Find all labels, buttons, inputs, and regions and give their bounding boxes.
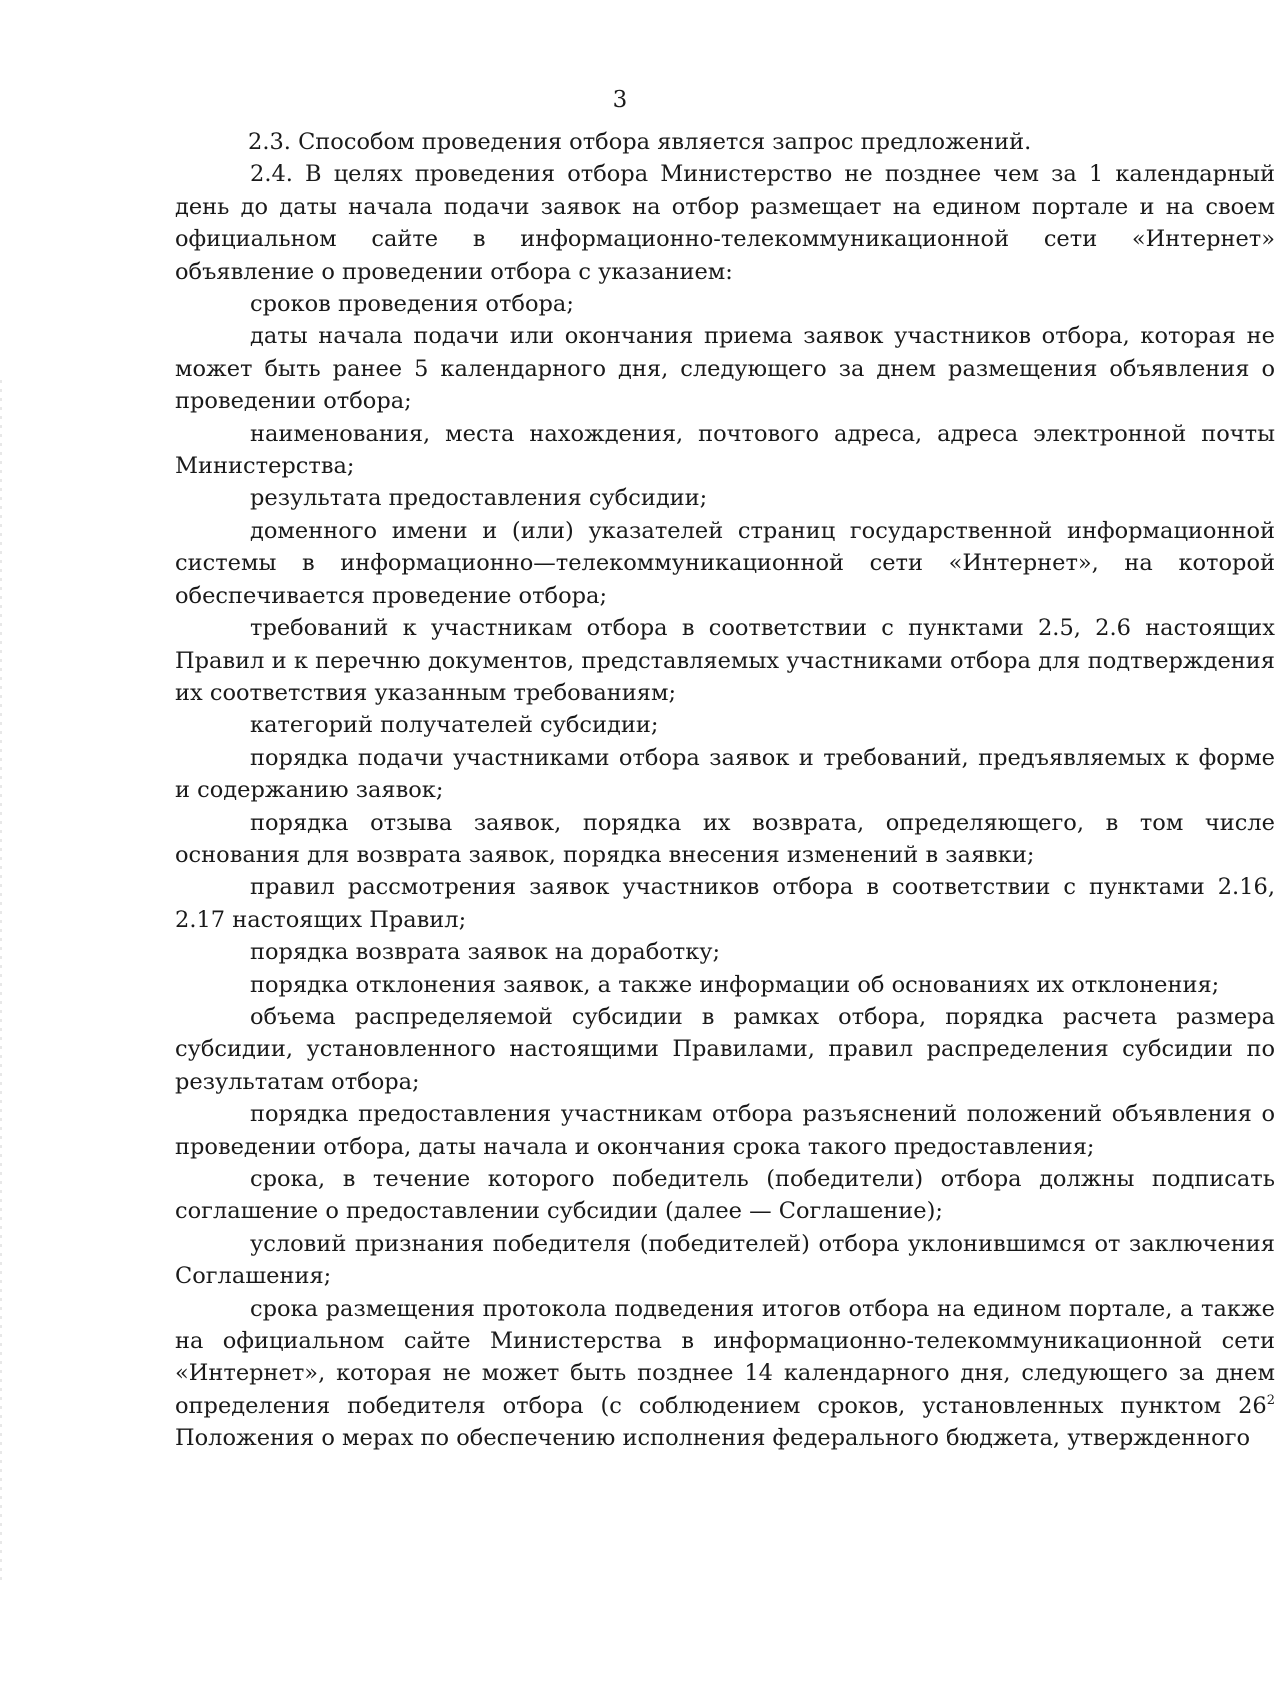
list-item: доменного имени и (или) указателей страниц государственной информационной системы в информационно—телекоммуникационной сети «Интернет», на которой обеспечивается проведение отбора; xyxy=(175,517,1275,609)
list-item: порядка подачи участниками отбора заявок и требований, предъявляемых к форме и содержанию заявок; xyxy=(175,744,1275,804)
last-paragraph-text: срока размещения протокола подведения итогов отбора на едином портале, а также на официальном сайте Министерства в информационно-телекоммуникационной сети «Интернет», которая не может быть позднее 14 календарного дня, следующего за днем определения победителя отбора (с соблюдением сроков, установленных пунктом 26 xyxy=(175,1295,1275,1419)
list-item: порядка отзыва заявок, порядка их возврата, определяющего, в том числе основания для возврата заявок, порядка внесения изменений в заявки; xyxy=(175,809,1275,868)
list-item: порядка отклонения заявок, а также информации об основаниях их отклонения; xyxy=(250,971,1220,998)
list-item: правил рассмотрения заявок участников отбора в соответствии с пунктами 2.16, 2.17 настоящих Правил; xyxy=(175,874,1275,933)
list-item: объема распределяемой субсидии в рамках отбора, порядка расчета размера субсидии, установленного настоящими Правилами, правил распределения субсидии по результатам отбора; xyxy=(175,1003,1275,1095)
list-item: сроков проведения отбора; xyxy=(250,291,574,318)
scan-edge-artifact xyxy=(0,380,2,1580)
list-item: наименования, места нахождения, почтового адреса, адреса электронной почты Министерства; xyxy=(175,420,1275,480)
list-item: категорий получателей субсидии; xyxy=(250,712,659,739)
list-item: срока, в течение которого победитель (победители) отбора должны подписать соглашение о предоставлении субсидии (далее — Соглашение); xyxy=(175,1166,1275,1225)
list-item: даты начала подачи или окончания приема заявок участников отбора, которая не может быть ранее 5 календарного дня, следующего за днем размещения объявления о проведении отбора; xyxy=(175,323,1275,415)
list-item: требований к участникам отбора в соответствии с пунктами 2.5, 2.6 настоящих Правил и к перечню документов, представляемых участниками отбора для подтверждения их соответствия указанным требованиям; xyxy=(175,615,1275,706)
list-item: порядка возврата заявок на доработку; xyxy=(250,939,721,966)
list-item: условий признания победителя (победителей) отбора уклонившимся от заключения Соглашения; xyxy=(175,1230,1275,1290)
document-body xyxy=(175,126,1275,1455)
paragraph: 2.4. В целях проведения отбора Министерство не позднее чем за 1 календарный день до даты начала подачи заявок на отбор размещает на едином портале и на своем официальном сайте в информационно-телекоммуникационной сети «Интернет» объявление о проведении отбора с указанием: xyxy=(175,161,1275,285)
paragraph: 2.3. Способом проведения отбора является запрос предложений. xyxy=(248,129,1032,155)
superscript-index: 2 xyxy=(1266,1392,1275,1408)
list-item-last xyxy=(175,1293,1275,1455)
page-number: 3 xyxy=(612,87,628,113)
last-paragraph-continuation: Положения о мерах по обеспечению исполнения федерального бюджета, утвержденного xyxy=(175,1425,1251,1452)
list-item: порядка предоставления участникам отбора разъяснений положений объявления о проведении отбора, даты начала и окончания срока такого предоставления; xyxy=(175,1101,1275,1160)
list-item: результата предоставления субсидии; xyxy=(250,485,708,512)
